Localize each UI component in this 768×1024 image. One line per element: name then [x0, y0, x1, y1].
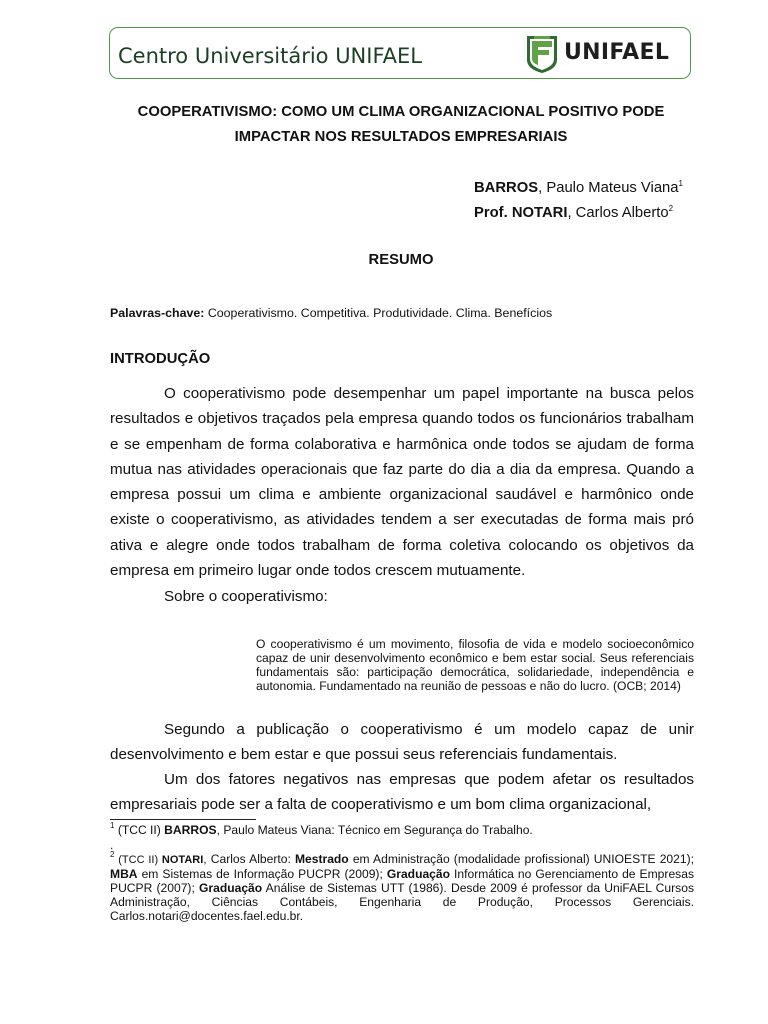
- footnote-prefix: (TCC II): [114, 854, 162, 866]
- author-surname: BARROS: [474, 180, 539, 196]
- author-list: [474, 176, 704, 226]
- footnote-bold: Graduação: [386, 867, 451, 881]
- unifael-shield-logo-icon: [526, 34, 558, 74]
- footnote-name: NOTARI: [161, 854, 204, 866]
- block-quote: O cooperativismo é um movimento, filosofia de vida e modelo socioeconômico capaz de unir desenvolvimento econômico e bem estar social. Seus referenciais fundamentais são: participação democrática, solidariedade, independência e autonomia. Fundamentado na reunião de pessoas e não do lucro. (OCB; 2014): [256, 637, 694, 693]
- keywords: [110, 306, 692, 320]
- abstract-heading: RESUMO: [368, 252, 434, 268]
- footnote-ref: 1: [678, 179, 683, 188]
- footnote-name: BARROS: [164, 823, 217, 837]
- body-paragraph: Sobre o cooperativismo:: [164, 588, 328, 605]
- document-title: [110, 100, 692, 150]
- footnote-text: , Carlos Alberto:: [203, 852, 295, 866]
- keywords-label: Palavras-chave:: [110, 306, 205, 320]
- keywords-text: Cooperativismo. Competitiva. Produtividade. Clima. Benefícios: [204, 306, 553, 320]
- body-paragraph: Segundo a publicação o cooperativismo é um modelo capaz de unir desenvolvimento e bem estar e que possui seus referenciais fundamentais.: [110, 721, 694, 764]
- stray-dot: .: [110, 838, 114, 852]
- author-surname: Prof. NOTARI: [474, 205, 568, 221]
- footnote-ref: 2: [668, 204, 674, 213]
- author-given-name: , Paulo Mateus Viana: [538, 180, 679, 196]
- author-given-name: , Carlos Alberto: [567, 205, 669, 221]
- page-header: [109, 27, 691, 79]
- logo-wordmark: UNIFAEL: [564, 40, 670, 65]
- title-line: COOPERATIVISMO: COMO UM CLIMA ORGANIZACIONAL POSITIVO PODE: [137, 104, 665, 120]
- author-line: [474, 176, 704, 201]
- footnote-bold: Graduação: [198, 881, 263, 895]
- footnote-prefix: (TCC II): [114, 823, 165, 837]
- footnote-text: em Administração (modalidade profissional) UNIOESTE 2021);: [348, 852, 694, 866]
- footnote-number: 1: [110, 821, 115, 830]
- title-line: IMPACTAR NOS RESULTADOS EMPRESARIAIS: [234, 129, 568, 145]
- footnote-text: em Sistemas de Informação PUCPR (2009);: [137, 867, 387, 881]
- body-paragraph: O cooperativismo pode desempenhar um papel importante na busca pelos resultados e objetivos traçados pela empresa quando todos os funcionários trabalham e se empenham de forma colaborativa e harmônica onde todos se ajudam de forma mutua nas atividades operacionais que faz parte do dia a dia da empresa. Quando a empresa possui um clima e ambiente organizacional saudável e harmônico onde existe o cooperativismo, as atividades tendem a ser executadas de forma mais pró ativa e alegre onde todos trabalham de forma coletiva colocando os objetivos da empresa em primeiro lugar onde todos crescem mutuamente.: [110, 385, 694, 580]
- footnote-bold: Mestrado: [294, 852, 349, 866]
- institution-name: Centro Universitário UNIFAEL: [118, 44, 422, 68]
- body-paragraph: Um dos fatores negativos nas empresas que podem afetar os resultados empresariais pode ser a falta de cooperativismo e um bom clima organizacional,: [110, 771, 694, 814]
- footnote-text: Análise de Sistemas UTT (1986). Desde 2009 é professor da UniFAEL Cursos Administração, Ciências Contábeis, Engenharia de Produção, Processos Gerenciais. Carlos.notari@docentes.fael.edu.br.: [110, 881, 694, 923]
- footnote: [110, 823, 694, 837]
- footnote-text: , Paulo Mateus Viana: Técnico em Segurança do Trabalho.: [216, 823, 533, 837]
- footnote-separator: [110, 819, 256, 820]
- section-heading: INTRODUÇÃO: [110, 351, 211, 367]
- author-line: [474, 201, 704, 226]
- footnote-number: 2: [110, 850, 115, 859]
- footnote-bold: MBA: [110, 867, 138, 881]
- footnote: [110, 852, 694, 923]
- footnote-text: Informática no Gerenciamento de Empresas PUCPR (2007);: [110, 867, 694, 895]
